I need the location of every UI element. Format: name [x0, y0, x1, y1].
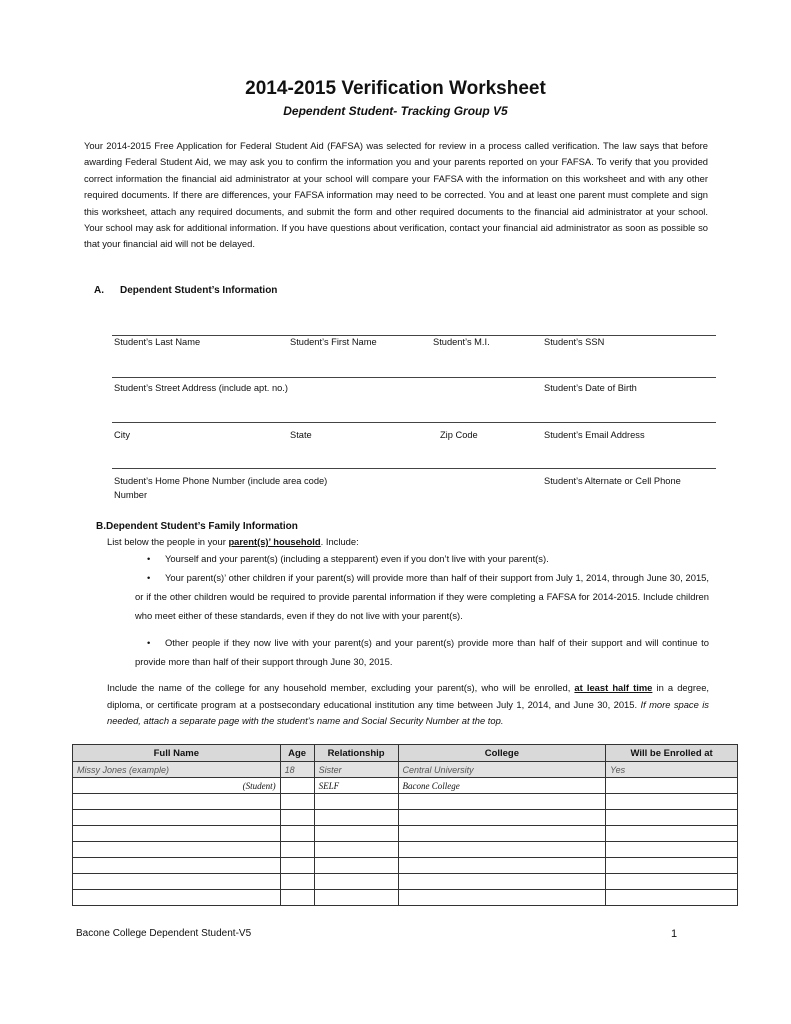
bullet-icon: •	[147, 637, 151, 648]
field-line-row1[interactable]	[112, 335, 716, 336]
label-ssn: Student’s SSN	[544, 337, 605, 347]
cell-age[interactable]	[280, 842, 314, 858]
header-age: Age	[280, 745, 314, 762]
cell-age[interactable]	[280, 826, 314, 842]
table-header-row	[73, 745, 738, 762]
cell-relationship[interactable]	[314, 826, 398, 842]
cell-enrolled[interactable]	[606, 842, 738, 858]
page-number: 1	[671, 928, 678, 940]
cell-name[interactable]	[73, 810, 281, 826]
label-street-address: Student’s Street Address (include apt. no.)	[114, 383, 288, 393]
cell-name[interactable]	[73, 794, 281, 810]
section-b-intro-end: . Include:	[320, 536, 359, 547]
cell-name[interactable]: (Student)	[73, 778, 281, 794]
label-mi: Student’s M.I.	[433, 337, 490, 347]
header-full-name: Full Name	[73, 745, 281, 762]
cell-name[interactable]	[73, 874, 281, 890]
header-relationship: Relationship	[314, 745, 398, 762]
bullet-text: Your parent(s)’ other children if your parent(s) will provide more than half of their support from July 1, 2014, through June 30, 2015, or if the other children would be required to provide parental information if they were completing a FAFSA for 2014-2015. Include children who meet either of these standards, even if they do not live with your parent(s).	[135, 572, 709, 621]
table-row	[73, 794, 738, 810]
household-table	[72, 744, 738, 906]
note-italic: If more space is needed, attach a separate page with the student’s name and Social Security Number at the top.	[107, 698, 709, 726]
label-email: Student’s Email Address	[544, 430, 645, 440]
cell-name: Missy Jones (example)	[73, 762, 281, 778]
field-line-row3[interactable]	[112, 422, 716, 423]
section-b-heading: B.Dependent Student’s Family Information	[96, 521, 298, 532]
cell-enrolled[interactable]	[606, 810, 738, 826]
cell-relationship[interactable]	[314, 794, 398, 810]
label-cell-phone-continued: Number	[114, 490, 148, 500]
student-row	[73, 778, 738, 794]
example-row	[73, 762, 738, 778]
cell-age[interactable]	[280, 810, 314, 826]
cell-enrolled[interactable]	[606, 794, 738, 810]
intro-paragraph: Your 2014-2015 Free Application for Federal Student Aid (FAFSA) was selected for review in a process called verification. The law says that before awarding Federal Student Aid, we may ask you to confirm the information you and your parents reported on your FAFSA. To verify that you provided correct information the financial aid administrator at your school will compare your FAFSA with the information on this worksheet and with any other required documents. If there are differences, your FAFSA information may need to be corrected. You and at least one parent must complete and sign this worksheet, attach any required documents, and submit the form and other required documents to the financial aid administrator at your school. Your school may ask for additional information. If you have questions about verification, contact your financial aid administrator as soon as possible so that your financial aid will not be delayed.	[84, 140, 708, 250]
table-row	[73, 826, 738, 842]
cell-college[interactable]: Bacone College	[398, 778, 606, 794]
bullet-item	[135, 633, 709, 671]
cell-age[interactable]	[280, 794, 314, 810]
page-title: 2014-2015 Verification Worksheet	[245, 78, 546, 99]
cell-relationship[interactable]	[314, 858, 398, 874]
table-row	[73, 890, 738, 906]
label-zip: Zip Code	[440, 430, 478, 440]
footer-text: Bacone College Dependent Student-V5	[76, 928, 252, 939]
label-cell-phone: Student’s Alternate or Cell Phone	[544, 476, 681, 486]
bullet-item	[135, 568, 709, 625]
section-a-title: Dependent Student’s Information	[120, 285, 278, 296]
college-note	[107, 680, 709, 730]
cell-enrolled[interactable]	[606, 874, 738, 890]
bullet-icon: •	[147, 553, 151, 564]
household-term: parent(s)’ household	[228, 536, 321, 547]
table-row	[73, 874, 738, 890]
table-row	[73, 810, 738, 826]
cell-enrolled[interactable]	[606, 778, 738, 794]
cell-relationship[interactable]: SELF	[314, 778, 398, 794]
cell-college[interactable]	[398, 874, 606, 890]
cell-enrolled[interactable]	[606, 826, 738, 842]
label-first-name: Student’s First Name	[290, 337, 377, 347]
cell-age[interactable]	[280, 890, 314, 906]
cell-relationship[interactable]	[314, 890, 398, 906]
bullet-item	[135, 549, 709, 568]
cell-name[interactable]	[73, 826, 281, 842]
cell-relationship[interactable]	[314, 842, 398, 858]
cell-college[interactable]	[398, 810, 606, 826]
section-b-intro	[107, 536, 359, 547]
table-row	[73, 858, 738, 874]
bullet-text: Yourself and your parent(s) (including a stepparent) even if you don’t live with your parent(s).	[165, 553, 549, 564]
section-b-intro-text: List below the people in your	[107, 536, 229, 547]
header-college: College	[398, 745, 606, 762]
cell-name[interactable]	[73, 858, 281, 874]
field-line-row4[interactable]	[112, 468, 716, 469]
page-subtitle: Dependent Student- Tracking Group V5	[283, 104, 508, 118]
cell-enrolled[interactable]	[606, 890, 738, 906]
cell-enrolled[interactable]	[606, 858, 738, 874]
header-enrolled: Will be Enrolled at	[606, 745, 738, 762]
cell-college[interactable]	[398, 826, 606, 842]
cell-enrolled: Yes	[606, 762, 738, 778]
bullet-icon: •	[147, 572, 151, 583]
cell-name[interactable]	[73, 842, 281, 858]
label-state: State	[290, 430, 312, 440]
note-text: Include the name of the college for any household member, excluding your parent(s), who will be enrolled,	[107, 682, 575, 693]
half-time-term: at least half time	[574, 682, 653, 693]
cell-relationship[interactable]	[314, 874, 398, 890]
cell-college[interactable]	[398, 890, 606, 906]
cell-relationship: Sister	[314, 762, 398, 778]
label-home-phone: Student’s Home Phone Number (include area code)	[114, 476, 328, 486]
note-text-continued: in a degree, diploma, or certificate program at a postsecondary educational institution any time between July 1, 2014, and June 30, 2015.	[107, 682, 710, 710]
cell-college[interactable]	[398, 794, 606, 810]
table-row	[73, 842, 738, 858]
label-city: City	[114, 430, 131, 440]
cell-college[interactable]	[398, 858, 606, 874]
field-line-row2[interactable]	[112, 377, 716, 378]
cell-age[interactable]	[280, 874, 314, 890]
cell-age[interactable]	[280, 778, 314, 794]
cell-relationship[interactable]	[314, 810, 398, 826]
bullet-text: Other people if they now live with your parent(s) and your parent(s) provide more than half of their support and will continue to provide more than half of their support through June 30, 2015.	[135, 637, 709, 667]
cell-name[interactable]	[73, 890, 281, 906]
label-last-name: Student’s Last Name	[114, 337, 201, 347]
section-a-heading	[94, 285, 277, 296]
cell-college: Central University	[398, 762, 606, 778]
label-date-of-birth: Student’s Date of Birth	[544, 383, 637, 393]
cell-age: 18	[280, 762, 314, 778]
section-a-number: A.	[94, 285, 104, 296]
cell-age[interactable]	[280, 858, 314, 874]
cell-college[interactable]	[398, 842, 606, 858]
